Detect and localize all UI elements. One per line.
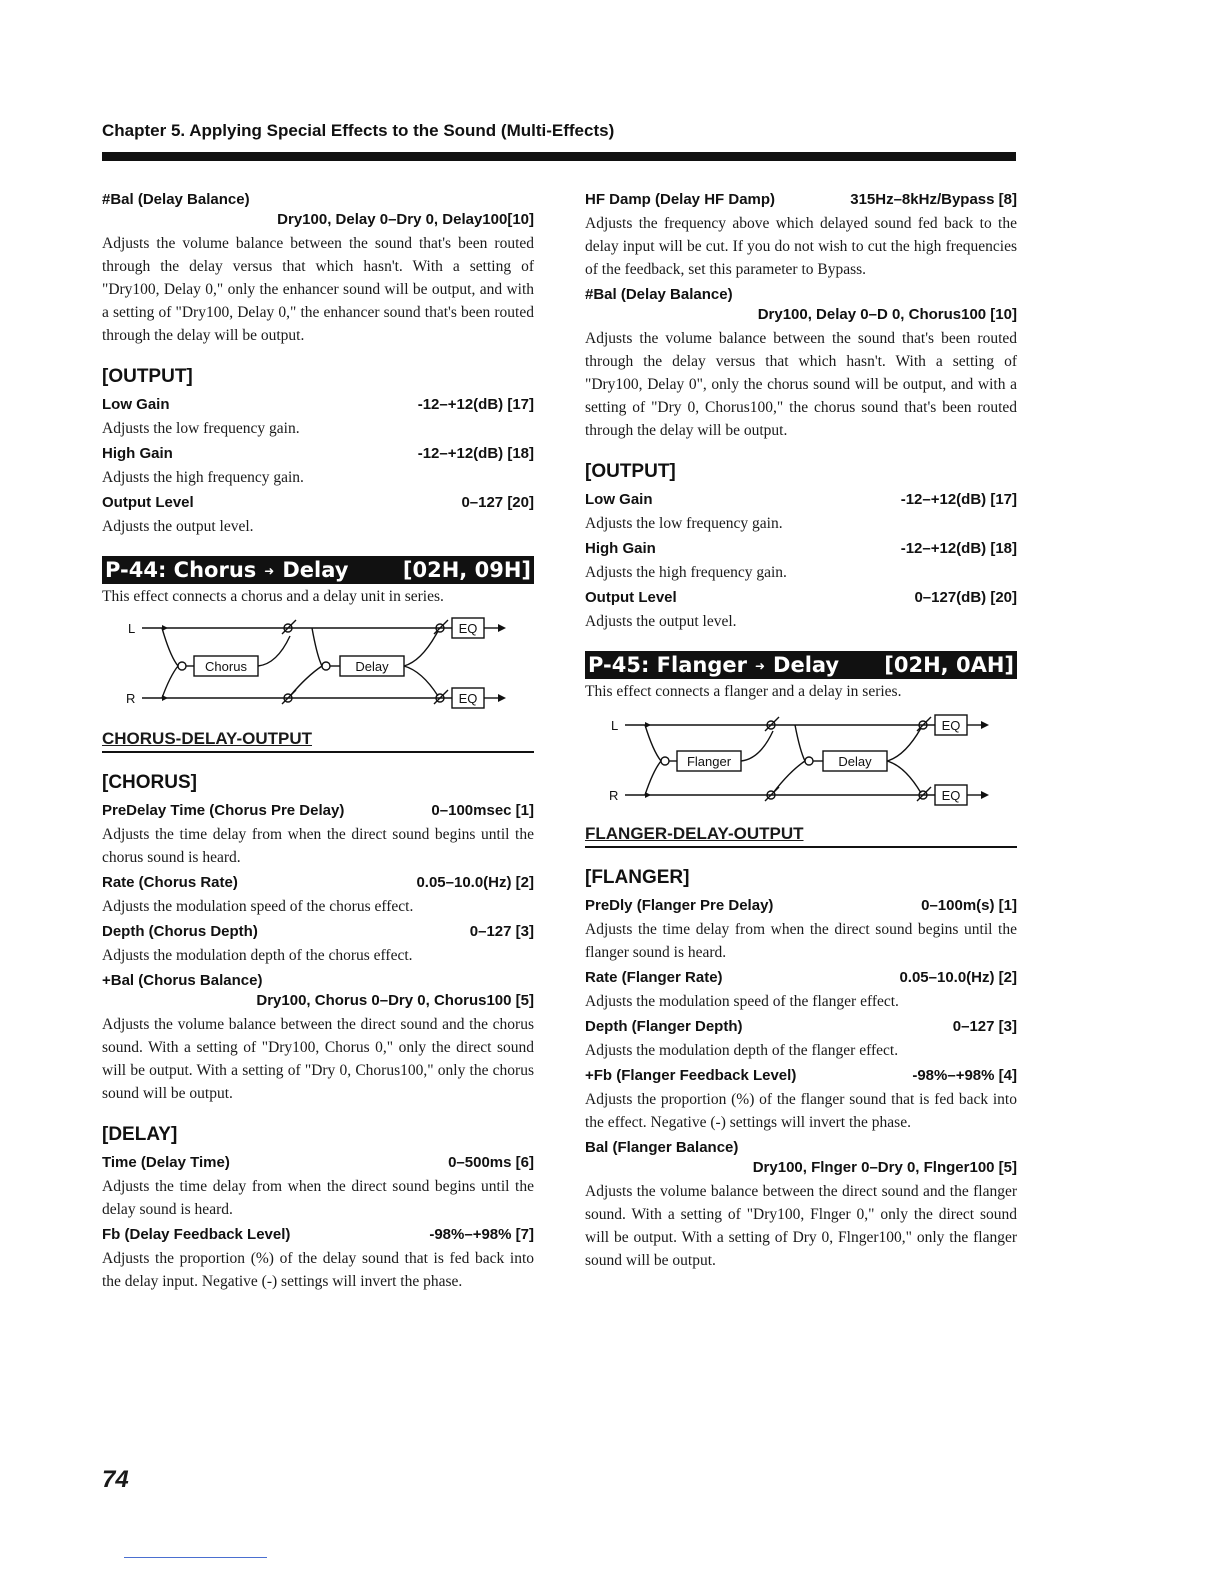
param-output-level: [585, 588, 1017, 608]
param-range: 0–100msec [1]: [431, 802, 534, 819]
param-range: 315Hz–8kHz/Bypass [8]: [850, 191, 1017, 208]
param-range: 0–127 [3]: [469, 923, 534, 940]
param-name: Rate (Chorus Rate): [102, 874, 238, 891]
param-delay-balance: [102, 190, 534, 210]
chapter-title: Chapter 5. Applying Special Effects to the Sound (Multi-Effects): [102, 121, 615, 140]
param-range: Dry100, Flnger 0–Dry 0, Flnger100 [5]: [752, 1159, 1017, 1176]
block-eq-bottom: EQ: [458, 691, 478, 706]
block-chorus: Chorus: [205, 659, 247, 674]
param-desc: Adjusts the volume balance between the direct sound and the chorus sound. With a setting of "Dry100, Chorus 0," only the direct sound will be output. With a setting of "Dry 0, Chorus100," only the chorus sound will be output.: [102, 1016, 534, 1102]
param-desc: Adjusts the time delay from when the direct sound begins until the delay sound is heard.: [102, 1178, 534, 1218]
input-label-l: L: [611, 718, 619, 733]
param-range: 0–127(dB) [20]: [914, 589, 1017, 606]
param-desc: Adjusts the modulation depth of the chorus effect.: [102, 947, 413, 964]
param-flanger-feedback: [585, 1066, 1017, 1086]
param-flanger-depth: [585, 1017, 1017, 1037]
footer-line: [124, 1557, 267, 1558]
param-range: -12–+12(dB) [18]: [417, 445, 534, 462]
right-column: [585, 186, 1017, 1274]
param-chorus-rate: [102, 873, 534, 893]
param-hf-damp: [585, 190, 1017, 210]
banner-second: Delay: [773, 653, 840, 677]
param-name: Time (Delay Time): [102, 1154, 230, 1171]
param-desc: Adjusts the modulation depth of the flanger effect.: [585, 1042, 899, 1059]
param-output-level: [102, 493, 534, 513]
param-desc: Adjusts the time delay from when the direct sound begins until the chorus sound is heard.: [102, 826, 534, 866]
banner-num: P-45: Flanger: [588, 653, 747, 677]
param-desc: Adjusts the low frequency gain.: [102, 420, 300, 437]
param-name: #Bal (Delay Balance): [102, 191, 250, 208]
param-name: High Gain: [585, 540, 656, 557]
param-range: Dry100, Delay 0–D 0, Chorus100 [10]: [757, 306, 1017, 323]
param-name: Low Gain: [102, 396, 170, 413]
param-chorus-depth: [102, 922, 534, 942]
input-label-l: L: [128, 621, 136, 636]
param-flanger-rate: [585, 968, 1017, 988]
block-delay: Delay: [838, 754, 872, 769]
param-delay-balance: [585, 285, 1017, 305]
effect-banner-p45: [585, 651, 1017, 679]
chapter-rule: [102, 152, 1016, 161]
input-label-r: R: [609, 788, 619, 803]
param-name: Fb (Delay Feedback Level): [102, 1226, 291, 1243]
arrow-right-icon: ➜: [264, 564, 275, 578]
banner-title: [588, 653, 839, 677]
block-eq-top: EQ: [458, 621, 478, 636]
param-flanger-balance: [585, 1138, 1017, 1158]
block-eq-bottom: EQ: [941, 788, 961, 803]
param-chorus-balance: [102, 971, 534, 991]
param-desc: Adjusts the time delay from when the direct sound begins until the flanger sound is heard.: [585, 921, 1017, 961]
section-flanger: [FLANGER]: [585, 867, 690, 888]
param-name: HF Damp (Delay HF Damp): [585, 191, 776, 208]
param-name: Output Level: [102, 494, 194, 511]
param-name: +Bal (Chorus Balance): [102, 972, 263, 989]
param-high-gain: [102, 444, 534, 464]
block-delay: Delay: [355, 659, 389, 674]
section-delay: [DELAY]: [102, 1124, 178, 1145]
effect-intro: This effect connects a flanger and a delay in series.: [585, 683, 902, 700]
param-name: Bal (Flanger Balance): [585, 1139, 739, 1156]
param-desc: Adjusts the output level.: [102, 518, 254, 535]
param-desc: Adjusts the frequency above which delayed sound fed back to the delay input will be cut. If you do not wish to cut the high frequencies of the feedback, set this parameter to Bypass.: [585, 215, 1017, 278]
param-range: 0–100m(s) [1]: [921, 897, 1017, 914]
param-range: Dry100, Delay 0–Dry 0, Delay100[10]: [277, 211, 534, 228]
signal-flow-diagram-chorus-delay: [102, 616, 534, 716]
param-high-gain: [585, 539, 1017, 559]
algorithm-heading: CHORUS-DELAY-OUTPUT: [102, 728, 534, 753]
param-desc: Adjusts the volume balance between the direct sound and the flanger sound. With a setting of "Dry100, Flnger 0," only the direct sound will be output. With a setting of Dry 0, Flnger100," only the flanger sound will be output.: [585, 1183, 1017, 1269]
param-range: -98%–+98% [7]: [429, 1226, 534, 1243]
param-range: 0–127 [3]: [952, 1018, 1017, 1035]
section-output: [OUTPUT]: [585, 461, 676, 482]
param-name: #Bal (Delay Balance): [585, 286, 733, 303]
param-desc: Adjusts the modulation speed of the chorus effect.: [102, 898, 414, 915]
param-desc: Adjusts the volume balance between the sound that's been routed through the delay versus that which hasn't. With a setting of "Dry100, Delay 0," only the enhancer sound will be output, and with a setting of "Dry100, Delay 0," the enhancer sound that's been routed through the delay will be output.: [102, 235, 534, 344]
param-name: Depth (Flanger Depth): [585, 1018, 743, 1035]
param-desc: Adjusts the high frequency gain.: [102, 469, 304, 486]
effect-intro: This effect connects a chorus and a delay unit in series.: [102, 588, 444, 605]
param-name: High Gain: [102, 445, 173, 462]
param-name: PreDly (Flanger Pre Delay): [585, 897, 774, 914]
param-range: 0–500ms [6]: [448, 1154, 534, 1171]
param-low-gain: [102, 395, 534, 415]
param-range: 0.05–10.0(Hz) [2]: [899, 969, 1017, 986]
param-range: -12–+12(dB) [17]: [900, 491, 1017, 508]
param-range: -98%–+98% [4]: [912, 1067, 1017, 1084]
param-flanger-predelay: [585, 896, 1017, 916]
param-desc: Adjusts the output level.: [585, 613, 737, 630]
param-name: Rate (Flanger Rate): [585, 969, 723, 986]
param-name: Output Level: [585, 589, 677, 606]
param-range: -12–+12(dB) [17]: [417, 396, 534, 413]
param-range: -12–+12(dB) [18]: [900, 540, 1017, 557]
param-desc: Adjusts the low frequency gain.: [585, 515, 783, 532]
banner-code: [02H, 0AH]: [884, 653, 1014, 677]
param-desc: Adjusts the proportion (%) of the flanger sound that is fed back into the effect. Negative (-) settings will invert the phase.: [585, 1091, 1017, 1131]
signal-flow-diagram-flanger-delay: [585, 711, 1017, 811]
param-desc: Adjusts the high frequency gain.: [585, 564, 787, 581]
param-delay-feedback: [102, 1225, 534, 1245]
left-column: [102, 186, 534, 1295]
banner-second: Delay: [282, 558, 349, 582]
param-chorus-predelay: [102, 801, 534, 821]
block-flanger: Flanger: [686, 754, 732, 769]
page-number: 74: [102, 1466, 129, 1493]
param-desc: Adjusts the modulation speed of the flanger effect.: [585, 993, 899, 1010]
param-range: 0.05–10.0(Hz) [2]: [416, 874, 534, 891]
banner-num: P-44: Chorus: [105, 558, 257, 582]
param-name: Low Gain: [585, 491, 653, 508]
banner-title: [105, 558, 348, 582]
param-low-gain: [585, 490, 1017, 510]
arrow-right-icon: ➜: [754, 659, 766, 673]
param-desc: Adjusts the volume balance between the sound that's been routed through the delay versus that which hasn't. With a setting of "Dry100, Delay 0", only the chorus sound will be output, and with a setting of "Dry 0, Chorus100," the chorus sound that's been routed through the delay will be output.: [585, 330, 1017, 439]
effect-banner-p44: [102, 556, 534, 584]
param-name: Depth (Chorus Depth): [102, 923, 258, 940]
param-name: PreDelay Time (Chorus Pre Delay): [102, 802, 345, 819]
algorithm-heading: FLANGER-DELAY-OUTPUT: [585, 823, 1017, 848]
param-desc: Adjusts the proportion (%) of the delay sound that is fed back into the delay input. Negative (-) settings will invert the phase.: [102, 1250, 534, 1290]
param-range: 0–127 [20]: [461, 494, 534, 511]
block-eq-top: EQ: [941, 718, 961, 733]
section-chorus: [CHORUS]: [102, 772, 197, 793]
input-label-r: R: [126, 691, 136, 706]
param-delay-time: [102, 1153, 534, 1173]
banner-code: [02H, 09H]: [402, 558, 531, 582]
section-output: [OUTPUT]: [102, 366, 193, 387]
param-name: +Fb (Flanger Feedback Level): [585, 1067, 797, 1084]
param-range: Dry100, Chorus 0–Dry 0, Chorus100 [5]: [256, 992, 534, 1009]
